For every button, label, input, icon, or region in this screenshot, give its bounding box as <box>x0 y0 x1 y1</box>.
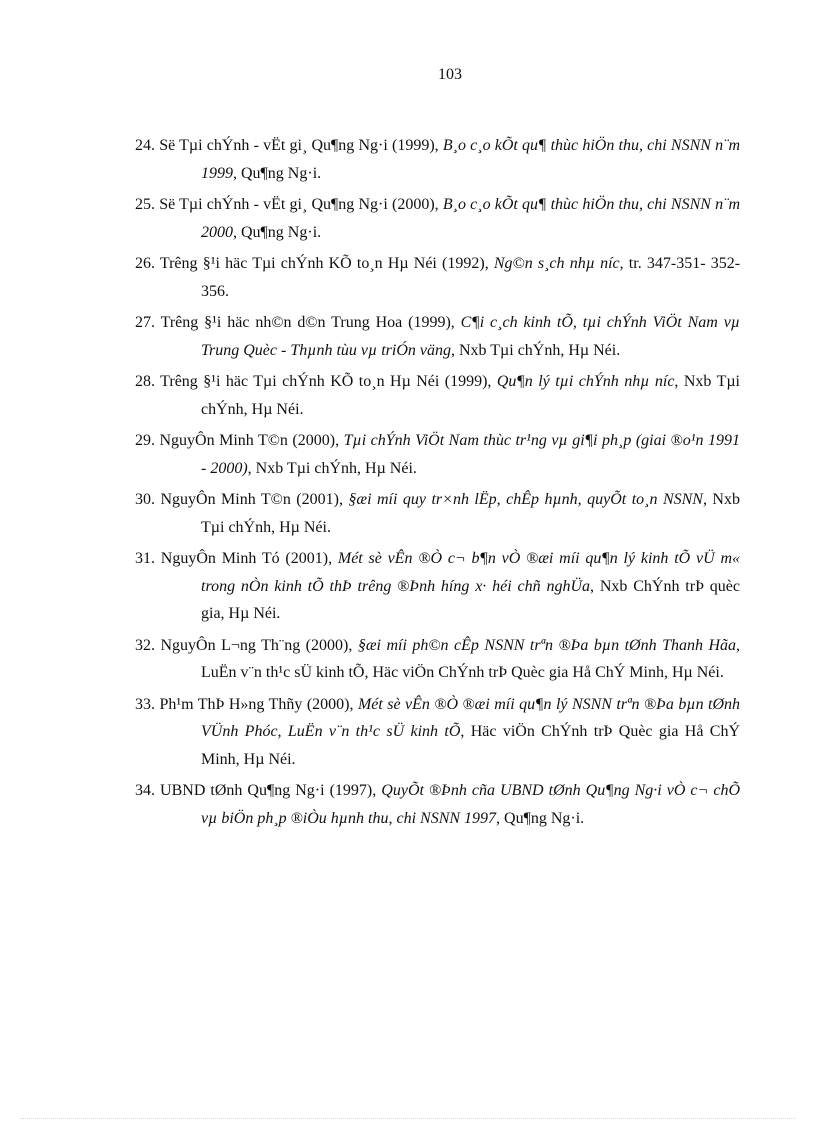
reference-title: B¸o c¸o kÕt qu¶ thùc hiÖn thu, chi NSNN n¨m 2000 <box>201 196 741 241</box>
reference-item <box>135 427 740 482</box>
page-number: 103 <box>438 66 462 83</box>
reference-publisher: , LuËn v¨n th¹c sÜ kinh tÕ, Häc viÖn ChÝnh trÞ Quèc gia Hå ChÝ Minh, Hµ Néi. <box>201 636 741 681</box>
reference-title: QuyÕt ®Þnh cña UBND tØnh Qu¶ng Ng·i vÒ c¬ chÕ vµ biÖn ph¸p ®iÒu hµnh thu, chi NSNN 1997 <box>201 782 740 827</box>
reference-publisher: , Nxb Tµi chÝnh, Hµ Néi. <box>201 373 741 418</box>
reference-number: 29. <box>135 432 155 449</box>
reference-title: §æi míi ph©n cÊp NSNN trªn ®Þa bµn tØnh Thanh Hãa <box>357 636 737 654</box>
reference-number: 33. <box>135 695 155 713</box>
reference-publisher: , Nxb Tµi chÝnh, Hµ Néi. <box>450 341 621 359</box>
reference-number: 24. <box>135 137 155 154</box>
reference-author-year: NguyÔn Minh Tó (2001), <box>160 550 338 567</box>
reference-publisher: , Nxb Tµi chÝnh, Hµ Néi. <box>247 459 417 477</box>
reference-title: Mét sè vÊn ®Ò c¬ b¶n vÒ ®æi míi qu¶n lý kinh tÕ vÜ m« trong nÒn kinh tÕ thÞ trêng ®Þnh híng x· héi chñ nghÜa <box>201 550 741 595</box>
reference-author-year: NguyÔn L¬ng Th¨ng (2000), <box>160 636 358 654</box>
reference-title: B¸o c¸o kÕt qu¶ thùc hiÖn thu, chi NSNN n¨m 1999 <box>201 137 741 182</box>
page-bottom-divider <box>20 1118 796 1119</box>
reference-number: 34. <box>135 782 155 799</box>
reference-author-year: Ph¹m ThÞ H»ng Thñy (2000), <box>159 695 358 713</box>
reference-publisher: , Häc viÖn ChÝnh trÞ Quèc gia Hå ChÝ Minh, Hµ Néi. <box>201 723 740 768</box>
reference-title: §æi míi quy tr×nh lËp, chÊp hµnh, quyÕt to¸n NSNN <box>348 491 703 508</box>
reference-number: 25. <box>135 196 155 213</box>
reference-number: 31. <box>135 550 155 567</box>
reference-number: 27. <box>135 314 155 331</box>
reference-author-year: Trêng §¹i häc nh©n d©n Trung Hoa (1999), <box>160 314 461 331</box>
reference-item <box>135 486 740 541</box>
reference-item <box>135 545 740 628</box>
reference-author-year: Trêng §¹i häc Tµi chÝnh KÕ to¸n Hµ Néi (1999), <box>160 373 497 390</box>
reference-author-year: Trêng §¹i häc Tµi chÝnh KÕ to¸n Hµ Néi (1992), <box>159 255 494 272</box>
reference-publisher: , Qu¶ng Ng·i. <box>496 809 585 827</box>
reference-list <box>135 132 740 836</box>
reference-item <box>135 691 740 774</box>
reference-title: Qu¶n lý tµi chÝnh nhµ níc <box>496 373 675 390</box>
reference-item <box>135 368 740 423</box>
reference-title: C¶i c¸ch kinh tÕ, tµi chÝnh ViÖt Nam vµ Trung Quèc - Thµnh tùu vµ triÓn väng <box>201 314 741 359</box>
reference-title: Ng©n s¸ch nhµ níc <box>493 255 620 272</box>
reference-title: Tµi chÝnh ViÖt Nam thùc tr¹ng vµ gi¶i ph¸p (giai ®o¹n 1991 - 2000) <box>201 432 740 477</box>
reference-author-year: NguyÔn Minh T©n (2000), <box>159 432 344 449</box>
reference-author-year: Së Tµi chÝnh - vËt gi¸ Qu¶ng Ng·i (2000), <box>159 196 443 213</box>
reference-number: 32. <box>135 636 155 654</box>
reference-publisher: , Nxb ChÝnh trÞ quèc gia, Hµ Néi. <box>201 577 741 622</box>
reference-title: Mét sè vÊn ®Ò ®æi míi qu¶n lý NSNN trªn ®Þa bµn tØnh VÜnh Phóc, LuËn v¨n th¹c sÜ kinh tÕ <box>201 695 741 740</box>
reference-author-year: UBND tØnh Qu¶ng Ng·i (1997), <box>160 782 382 799</box>
reference-item <box>135 309 740 364</box>
reference-number: 26. <box>135 255 155 272</box>
reference-publisher: , Nxb Tµi chÝnh, Hµ Néi. <box>201 491 740 536</box>
reference-item <box>135 132 740 187</box>
reference-number: 28. <box>135 373 155 390</box>
reference-item <box>135 777 740 832</box>
reference-item <box>135 250 740 305</box>
reference-publisher: , Qu¶ng Ng·i. <box>233 223 322 241</box>
reference-author-year: NguyÔn Minh T©n (2001), <box>160 491 349 508</box>
reference-publisher: , Qu¶ng Ng·i. <box>233 164 322 182</box>
reference-publisher: , tr. 347-351- 352-356. <box>201 255 741 300</box>
reference-item <box>135 632 740 687</box>
reference-item <box>135 191 740 246</box>
reference-author-year: Së Tµi chÝnh - vËt gi¸ Qu¶ng Ng·i (1999), <box>159 137 443 154</box>
reference-number: 30. <box>135 491 155 508</box>
